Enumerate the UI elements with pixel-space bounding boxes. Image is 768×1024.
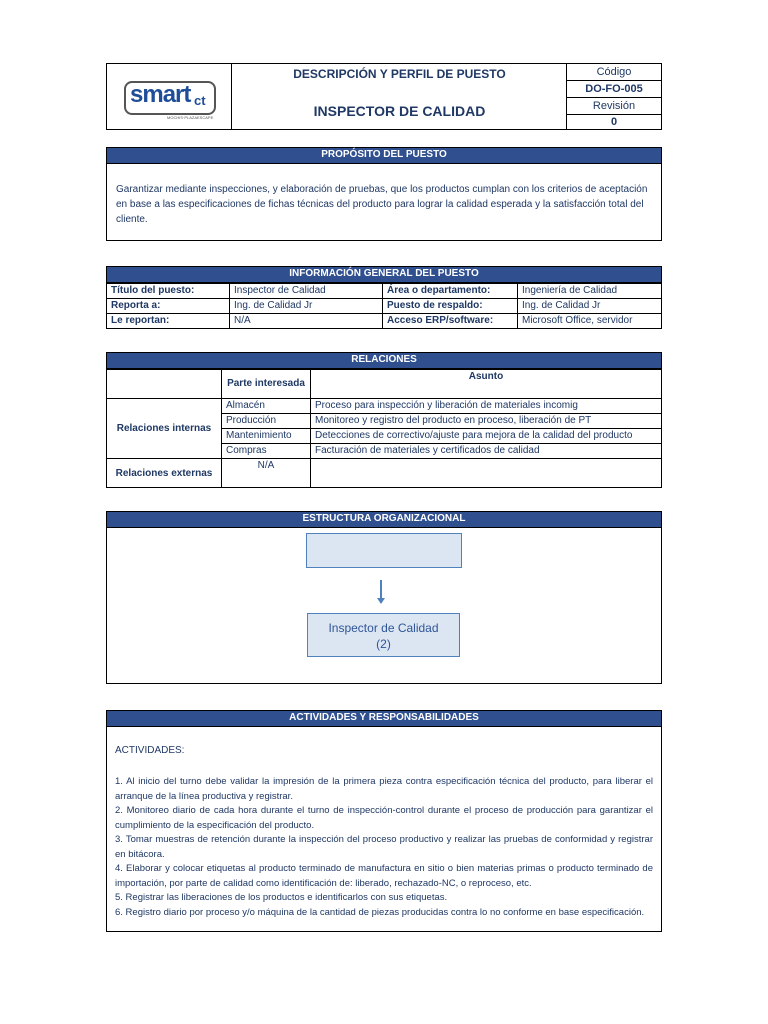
info-table [106,283,662,329]
col-parte-header: Parte interesada [222,370,311,399]
doc-subtitle: INSPECTOR DE CALIDAD [313,103,486,119]
info-value: Microsoft Office, servidor [518,314,662,329]
actividades-list [107,758,661,920]
table-row [107,284,662,299]
parte-cell: N/A [222,459,311,488]
proposito-section [106,147,662,241]
asunto-cell: Proceso para inspección y liberación de materiales incomig [311,399,662,414]
code-table [566,64,661,129]
info-label: Reporta a: [107,299,230,314]
empty-cell [107,370,222,399]
proposito-text: Garantizar mediante inspecciones, y elaboración de pruebas, que los productos cumplan con los criterios de aceptación en base a las especificaciones de fichas técnicas del producto para lograr la calidad esperada y la satisfacción total del cliente. [116,184,648,225]
list-item: 2. Monitoreo diario de cada hora durante el turno de inspección-control durante el proceso de producción para garantizar el cumplimiento de la especificación del producto. [115,805,653,831]
list-item: 5. Registrar las liberaciones de los productos e identificarlos con sus etiquetas. [115,892,448,903]
logo-suffix: ct [194,93,206,108]
org-box-top [306,533,462,568]
info-section [106,266,662,329]
table-header-row [107,370,662,399]
parte-cell: Producción [222,414,311,429]
actividades-heading: ACTIVIDADES: [115,745,185,756]
actividades-section [106,710,662,932]
company-logo [124,81,216,115]
document-header [106,63,662,130]
table-row [107,459,662,488]
relaciones-table [106,369,662,488]
org-box-inspector [307,613,460,657]
info-label: Puesto de respaldo: [383,299,518,314]
doc-title: DESCRIPCIÓN Y PERFIL DE PUESTO [293,67,506,81]
info-label: Le reportan: [107,314,230,329]
estructura-section [106,511,662,684]
info-value: Inspector de Calidad [230,284,383,299]
arrow-head-icon [377,598,385,604]
parte-cell: Compras [222,444,311,459]
info-value: N/A [230,314,383,329]
parte-cell: Almacén [222,399,311,414]
relaciones-externas-label: Relaciones externas [107,459,222,488]
list-item: 4. Elaborar y colocar etiquetas al producto terminado de manufactura en sitio o bien materias primas o producto terminado de importación, por parte de calidad como identificación de: liberado, rechazado-NC, o reproceso, etc. [115,863,653,889]
info-label: Título del puesto: [107,284,230,299]
estructura-title: ESTRUCTURA ORGANIZACIONAL [106,511,662,528]
relaciones-title: RELACIONES [106,352,662,369]
info-label: Área o departamento: [383,284,518,299]
logo-text: smart [130,81,191,108]
relaciones-internas-label: Relaciones internas [107,399,222,459]
proposito-title: PROPÓSITO DEL PUESTO [106,147,662,164]
actividades-title: ACTIVIDADES Y RESPONSABILIDADES [106,710,662,727]
asunto-cell [311,459,662,488]
arrow-down-icon [380,580,382,600]
relaciones-section [106,352,662,488]
org-box-title: Inspector de Calidad [328,621,439,635]
asunto-cell: Monitoreo y registro del producto en proceso, liberación de PT [311,414,662,429]
info-value: Ingeniería de Calidad [518,284,662,299]
asunto-cell: Facturación de materiales y certificados de calidad [311,444,662,459]
codigo-label: Código [567,64,661,81]
info-label: Acceso ERP/software: [383,314,518,329]
asunto-cell: Detecciones de correctivo/ajuste para mejora de la calidad del producto [311,429,662,444]
list-item: 6. Registro diario por proceso y/o máquina de la cantidad de piezas producidas contra lo no conforme en base especificación. [115,906,645,918]
info-title: INFORMACIÓN GENERAL DEL PUESTO [106,266,662,283]
info-value: Ing. de Calidad Jr [230,299,383,314]
logo-tagline: MOCHIS·PLAZAESCAPE [167,115,214,120]
list-item: 3. Tomar muestras de retención durante la inspección del proceso productivo y realizar las pruebas de conformidad y registrar en bitácora. [115,834,653,860]
col-asunto-header: Asunto [311,370,662,399]
table-row [107,399,662,414]
logo-cell [107,64,232,129]
table-row [107,299,662,314]
codigo-value: DO-FO-005 [567,81,661,98]
list-item: 1. Al inicio del turno debe validar la impresión de la primera pieza contra especificación técnica del producto, para liberar el arranque de la línea productiva y registrar. [115,776,653,802]
revision-label: Revisión [567,98,661,115]
parte-cell: Mantenimiento [222,429,311,444]
revision-value: 0 [610,116,618,128]
table-row [107,314,662,329]
org-box-count: (2) [376,637,391,651]
info-value: Ing. de Calidad Jr [518,299,662,314]
